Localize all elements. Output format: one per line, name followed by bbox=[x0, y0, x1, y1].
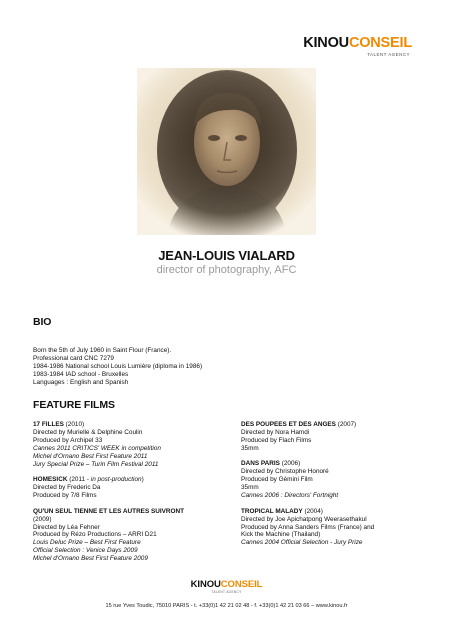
film-title: DES POUPEES ET DES ANGES bbox=[241, 421, 336, 428]
film-year: (2004) bbox=[302, 507, 323, 515]
footer-logo-wordmark bbox=[0, 580, 453, 590]
film-line: Produced by Archipel 33 bbox=[33, 436, 103, 444]
film-line: (2009) bbox=[33, 515, 52, 523]
films-column-left bbox=[33, 421, 223, 571]
film-line: Produced by Rézo Productions – ARRI D21 bbox=[33, 531, 157, 539]
feature-films-heading: FEATURE FILMS bbox=[33, 399, 115, 411]
logo-wordmark bbox=[303, 36, 412, 51]
film-entry bbox=[241, 421, 431, 453]
logo-conseil: CONSEIL bbox=[348, 35, 412, 51]
films-column-right bbox=[241, 421, 431, 555]
person-name: JEAN-LOUIS VIALARD bbox=[158, 248, 295, 263]
portrait-illustration bbox=[137, 68, 316, 235]
portrait-photo bbox=[137, 68, 316, 235]
film-award: Cannes 2011 CRITICS' WEEK in competition bbox=[33, 444, 161, 452]
film-title: 17 FILLES bbox=[33, 421, 64, 428]
film-line: Produced by Flach Films bbox=[241, 436, 312, 444]
film-award: Official Selection : Venice Days 2009 bbox=[33, 547, 138, 555]
film-entry bbox=[241, 508, 431, 548]
bio-line: Professional card CNC 7279 bbox=[33, 354, 114, 362]
bio-line: 1984-1986 National school Louis Lumière (diploma in 1986) bbox=[33, 362, 203, 370]
film-line: Directed by Murielle & Delphine Coulin bbox=[33, 428, 143, 436]
film-year: (2007) bbox=[335, 421, 357, 428]
person-role: director of photography, AFC bbox=[156, 264, 297, 276]
film-year-end: ) bbox=[141, 476, 144, 484]
film-year: (2010) bbox=[63, 421, 85, 428]
film-line: Directed by Joe Apichatpong Weerasethakul bbox=[241, 515, 367, 523]
film-line: Produced by 7/8 Films bbox=[33, 492, 97, 500]
logo-tagline: TALENT AGENCY bbox=[367, 52, 410, 57]
footer-logo-conseil: CONSEIL bbox=[220, 579, 263, 590]
film-line: Produced by Anna Sanders Films (France) and bbox=[241, 523, 375, 531]
logo-kinou: KINOU bbox=[303, 35, 349, 51]
film-award: Cannes 2004 Official Selection - Jury Prize bbox=[241, 539, 363, 547]
film-title: QU'UN SEUL TIENNE ET LES AUTRES SUIVRONT bbox=[33, 507, 185, 515]
bio-line: Born the 5th of July 1960 in Saint Flour (France). bbox=[33, 347, 172, 354]
film-entry bbox=[33, 421, 223, 468]
bio-line: 1983-1984 IAD school - Bruxelles bbox=[33, 370, 129, 378]
film-line: Kick the Machine (Thailand) bbox=[241, 531, 321, 539]
film-award: Jury Special Prize – Turin Film Festival 2011 bbox=[33, 460, 159, 468]
footer-logo bbox=[0, 580, 453, 594]
film-line: Directed by Christophe Honoré bbox=[241, 468, 329, 476]
film-status: in post-production bbox=[90, 476, 142, 484]
film-title: TROPICAL MALADY bbox=[241, 507, 303, 515]
bio-heading: BIO bbox=[33, 316, 52, 328]
film-title: HOMESICK bbox=[33, 476, 68, 484]
film-line: 35mm bbox=[241, 444, 259, 452]
film-year: (2006) bbox=[279, 460, 301, 468]
film-award: Louis Deluc Prize – Best First Feature bbox=[33, 539, 141, 547]
film-entry bbox=[33, 476, 223, 500]
film-line: Produced by Gémini Film bbox=[241, 476, 313, 484]
film-entry bbox=[241, 460, 431, 500]
footer-contact: 15 rue Yves Toudic, 75010 PARIS - t. +33(0)1 42 21 02 48 - f. +33(0)1 42 21 03 66 – www.kinou.fr bbox=[105, 603, 348, 609]
footer-logo-kinou: KINOU bbox=[190, 579, 221, 590]
film-entry bbox=[33, 508, 223, 563]
film-year: (2011 - bbox=[67, 476, 91, 484]
bio-text bbox=[33, 347, 202, 387]
film-line: 35mm bbox=[241, 484, 259, 492]
film-title: DANS PARIS bbox=[241, 460, 280, 468]
film-line: Directed by Léa Fehner bbox=[33, 523, 100, 531]
film-award: Michel d'Ornano Best First Feature 2011 bbox=[33, 452, 148, 460]
film-line: Directed by Nora Hamdi bbox=[241, 428, 310, 436]
agency-logo bbox=[303, 36, 412, 58]
film-award: Cannes 2006 : Directors' Fortnight bbox=[241, 492, 339, 500]
film-line: Directed by Frederic Da bbox=[33, 484, 101, 492]
bio-line: Languages : English and Spanish bbox=[33, 378, 129, 386]
film-award: Michel d'Ornano Best First Feature 2009 bbox=[33, 555, 148, 563]
person-header bbox=[0, 248, 453, 277]
footer-logo-tagline: TALENT AGENCY bbox=[211, 590, 242, 594]
